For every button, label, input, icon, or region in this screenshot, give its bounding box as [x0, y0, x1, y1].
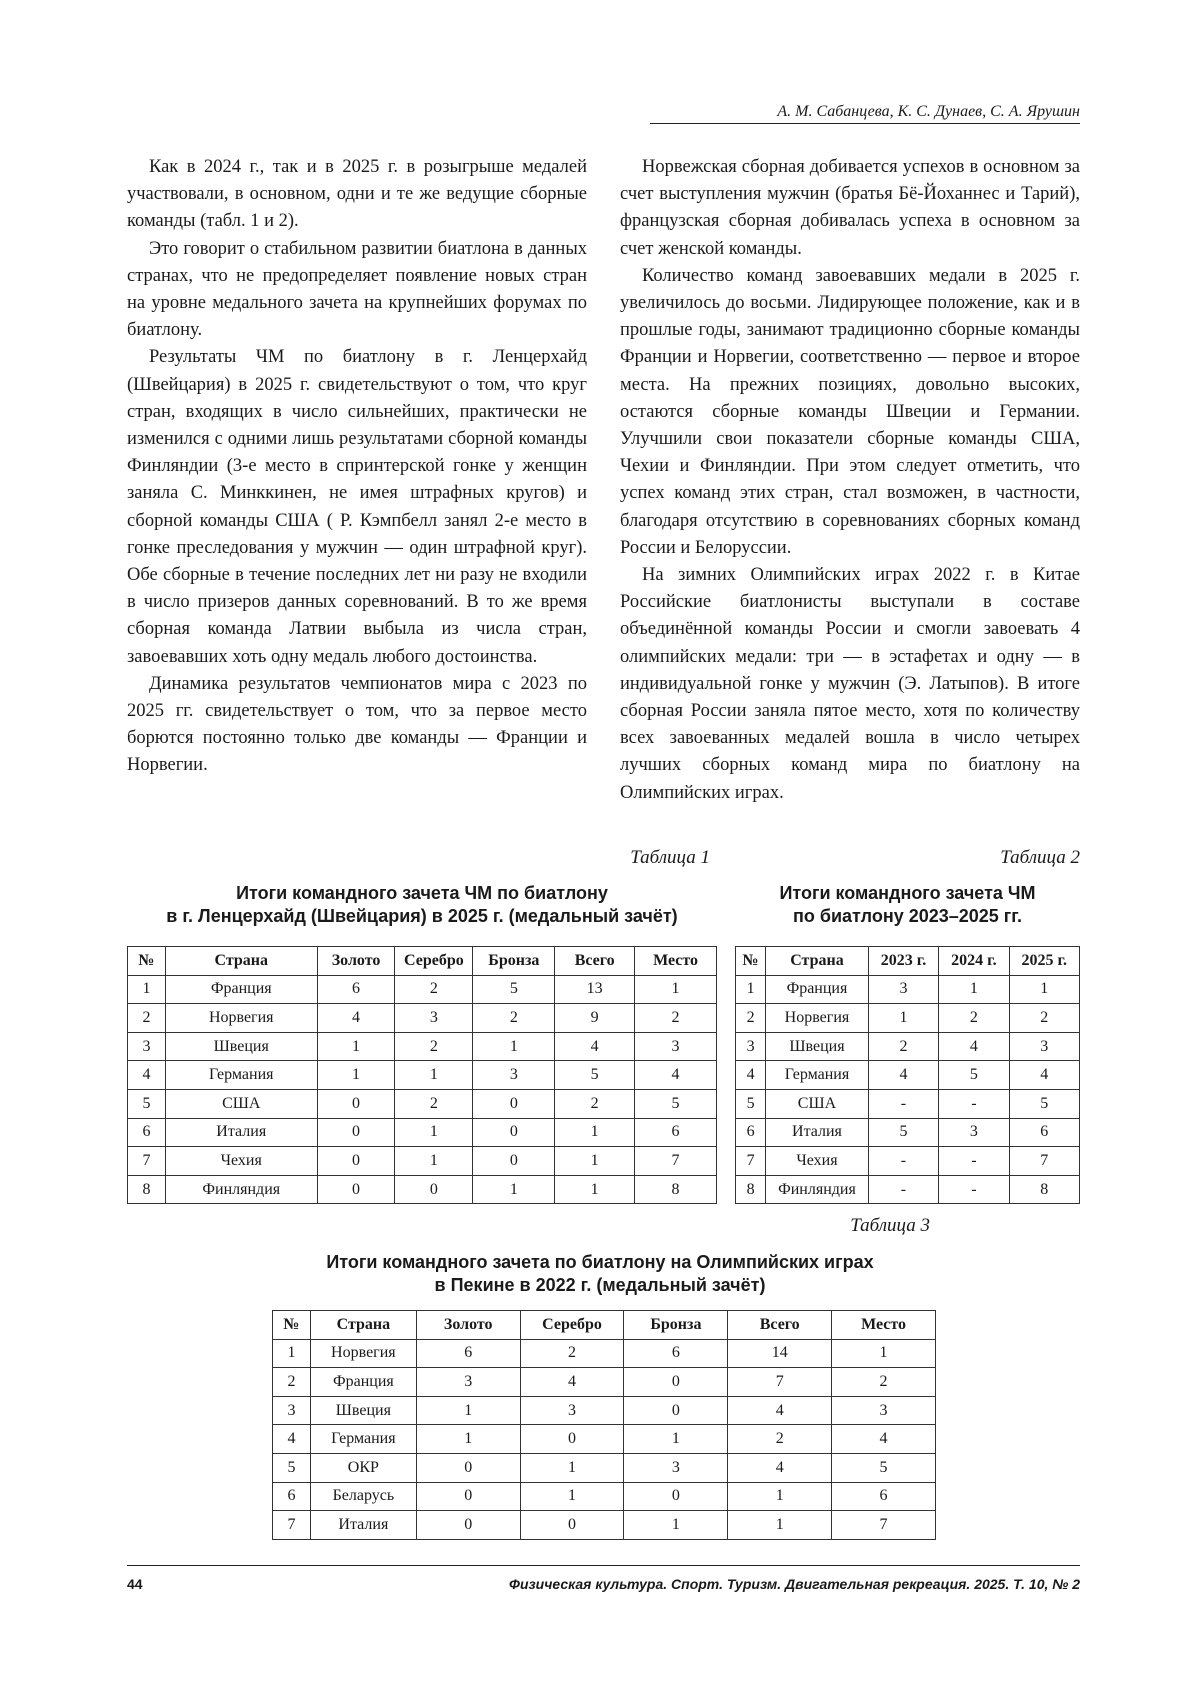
table-cell: 0	[624, 1482, 728, 1511]
table-cell: 0	[473, 1089, 555, 1118]
table-row	[736, 1175, 1080, 1204]
table-cell: 4	[635, 1061, 717, 1090]
table-cell: 3	[624, 1453, 728, 1482]
column-header: №	[736, 947, 766, 976]
table-cell: 1	[128, 975, 166, 1004]
table-cell: 5	[832, 1453, 936, 1482]
footer-divider	[127, 1565, 1080, 1566]
table-cell: 6	[736, 1118, 766, 1147]
table-cell: 2	[395, 1032, 473, 1061]
table-cell: Франция	[310, 1368, 416, 1397]
column-header: №	[273, 1311, 311, 1340]
table-cell: -	[868, 1089, 938, 1118]
table-cell: 0	[317, 1147, 395, 1176]
table-cell: 3	[395, 1004, 473, 1033]
table-cell: 5	[635, 1089, 717, 1118]
table-cell: 1	[555, 1147, 635, 1176]
table-cell: 5	[1009, 1089, 1079, 1118]
table-row	[736, 1004, 1080, 1033]
table1-title-line1: Итоги командного зачета ЧМ по биатлону	[236, 883, 608, 903]
page-number: 44	[127, 1576, 143, 1592]
table2-header-row	[736, 947, 1080, 976]
table-cell: 6	[128, 1118, 166, 1147]
right-text-column	[620, 154, 1080, 807]
table-cell: Чехия	[766, 1147, 869, 1176]
table-cell: 3	[635, 1032, 717, 1061]
table-cell: 1	[736, 975, 766, 1004]
table-row	[128, 1061, 717, 1090]
table-cell: 5	[473, 975, 555, 1004]
table-row	[273, 1511, 936, 1540]
column-header: Серебро	[395, 947, 473, 976]
table-cell: 8	[736, 1175, 766, 1204]
table-cell: 4	[520, 1368, 624, 1397]
table-cell: 4	[1009, 1061, 1079, 1090]
table-cell: 6	[624, 1339, 728, 1368]
table-row	[273, 1368, 936, 1397]
table-cell: 1	[832, 1339, 936, 1368]
table2-title-line1: Итоги командного зачета ЧМ	[779, 883, 1036, 903]
table-cell: 0	[416, 1511, 520, 1540]
table-cell: 6	[635, 1118, 717, 1147]
table1-title-line2: в г. Ленцерхайд (Швейцария) в 2025 г. (медальный зачёт)	[166, 906, 678, 926]
table-cell: 1	[624, 1511, 728, 1540]
journal-title: Физическая культура. Спорт. Туризм. Двигательная рекреация. 2025. Т. 10, № 2	[509, 1576, 1080, 1592]
table-cell: 7	[273, 1511, 311, 1540]
table2-caption: Таблица 2	[1000, 847, 1080, 868]
column-header: Серебро	[520, 1311, 624, 1340]
table-cell: 1	[317, 1061, 395, 1090]
table-cell: 1	[555, 1118, 635, 1147]
table3-header-row	[273, 1311, 936, 1340]
table-cell: Швеция	[310, 1396, 416, 1425]
table3-caption: Таблица 3	[850, 1215, 930, 1236]
table-cell: Италия	[766, 1118, 869, 1147]
column-header: Страна	[310, 1311, 416, 1340]
table-cell: 1	[395, 1061, 473, 1090]
table3-title-line2: в Пекине в 2022 г. (медальный зачёт)	[434, 1275, 766, 1295]
table-cell: 2	[868, 1032, 938, 1061]
table-cell: Финляндия	[165, 1175, 317, 1204]
table-cell: 2	[736, 1004, 766, 1033]
table-row	[128, 975, 717, 1004]
table-cell: 3	[520, 1396, 624, 1425]
table3-title-line1: Итоги командного зачета по биатлону на Олимпийских играх	[326, 1252, 874, 1272]
table-cell: 7	[1009, 1147, 1079, 1176]
table-cell: Финляндия	[766, 1175, 869, 1204]
table-cell: 4	[728, 1396, 832, 1425]
table1-title	[127, 882, 717, 928]
table-cell: 3	[736, 1032, 766, 1061]
table-cell: 2	[395, 975, 473, 1004]
table-cell: 7	[128, 1147, 166, 1176]
table-cell: 6	[273, 1482, 311, 1511]
table-cell: 0	[317, 1089, 395, 1118]
table-cell: 5	[939, 1061, 1009, 1090]
table-cell: 1	[868, 1004, 938, 1033]
table-cell: 0	[624, 1396, 728, 1425]
column-header: Всего	[728, 1311, 832, 1340]
table-cell: 6	[317, 975, 395, 1004]
column-header: 2023 г.	[868, 947, 938, 976]
table-row	[736, 1089, 1080, 1118]
table-row	[128, 1118, 717, 1147]
table-cell: 3	[473, 1061, 555, 1090]
table-cell: 6	[416, 1339, 520, 1368]
table1-header-row	[128, 947, 717, 976]
table-cell: 3	[939, 1118, 1009, 1147]
table1	[127, 946, 717, 1204]
table-cell: Германия	[766, 1061, 869, 1090]
table2	[735, 946, 1080, 1204]
table-cell: 2	[273, 1368, 311, 1397]
table-cell: 1	[520, 1453, 624, 1482]
table-cell: 4	[939, 1032, 1009, 1061]
table-cell: 3	[832, 1396, 936, 1425]
table-cell: -	[939, 1175, 1009, 1204]
table-cell: 13	[555, 975, 635, 1004]
paragraph: Результаты ЧМ по биатлону в г. Ленцерхайд (Швейцария) в 2025 г. свидетельствуют о том, что круг стран, входящих в число сильнейших, практически не изменился с одними лишь результатами сборной команды Финляндии (3-е место в спринтерской гонке у женщин заняла С. Минккинен, не имея штрафных кругов) и сборной команды США ( Р. Кэмпбелл занял 2-е место в гонке преследования у мужчин — один штрафной круг). Обе сборные в течение последних лет ни разу не входили в число призеров данных соревнований. В то же время сборная команда Латвии выбыла из числа стран, завоевавших хоть одну медаль любого достоинства.	[127, 347, 587, 667]
table-cell: 1	[635, 975, 717, 1004]
table-cell: 4	[868, 1061, 938, 1090]
column-header: 2024 г.	[939, 947, 1009, 976]
column-header: №	[128, 947, 166, 976]
table-cell: 2	[635, 1004, 717, 1033]
table-cell: 5	[555, 1061, 635, 1090]
table-cell: 0	[317, 1175, 395, 1204]
table-cell: Норвегия	[165, 1004, 317, 1033]
table-cell: 0	[416, 1453, 520, 1482]
table-cell: 2	[832, 1368, 936, 1397]
table-cell: 3	[1009, 1032, 1079, 1061]
table-cell: 0	[395, 1175, 473, 1204]
table-cell: США	[766, 1089, 869, 1118]
table-cell: 5	[868, 1118, 938, 1147]
table-cell: 9	[555, 1004, 635, 1033]
table-cell: 1	[395, 1147, 473, 1176]
column-header: Бронза	[473, 947, 555, 976]
table-row	[273, 1453, 936, 1482]
table-cell: 2	[728, 1425, 832, 1454]
paragraph: Количество команд завоевавших медали в 2025 г. увеличилось до восьми. Лидирующее положение, как и в прошлые годы, занимают традиционно сборные команды Франции и Норвегии, соответственно — первое и второе места. На прежних позициях, довольно высоких, остаются сборные команды Швеции и Германии. Улучшили свои показатели сборные команды США, Чехии и Финляндии. При этом следует отметить, что успех команд этих стран, стал возможен, в частности, благодаря отсутствию в соревнованиях сборных команд России и Белоруссии.	[620, 265, 1080, 558]
table-cell: ОКР	[310, 1453, 416, 1482]
table-cell: Швеция	[766, 1032, 869, 1061]
running-head-authors: А. М. Сабанцева, К. С. Дунаев, С. А. Ярушин	[650, 103, 1080, 124]
table-row	[128, 1004, 717, 1033]
table-cell: Норвегия	[766, 1004, 869, 1033]
table-cell: 1	[728, 1511, 832, 1540]
table-cell: 1	[1009, 975, 1079, 1004]
table-row	[128, 1032, 717, 1061]
column-header: Страна	[766, 947, 869, 976]
table-cell: Италия	[165, 1118, 317, 1147]
table-cell: 4	[832, 1425, 936, 1454]
paragraph: Динамика результатов чемпионатов мира с 2023 по 2025 гг. свидетельствует о том, что за первое место борются постоянно только две команды — Франции и Норвегии.	[127, 673, 587, 776]
column-header: Страна	[165, 947, 317, 976]
table-row	[273, 1339, 936, 1368]
table-cell: Чехия	[165, 1147, 317, 1176]
table-cell: Норвегия	[310, 1339, 416, 1368]
table-cell: -	[868, 1175, 938, 1204]
table-cell: 6	[832, 1482, 936, 1511]
table-cell: 3	[273, 1396, 311, 1425]
table-cell: 5	[128, 1089, 166, 1118]
table-cell: 2	[939, 1004, 1009, 1033]
table-row	[128, 1089, 717, 1118]
table-row	[736, 1147, 1080, 1176]
table-cell: 4	[317, 1004, 395, 1033]
table-cell: Беларусь	[310, 1482, 416, 1511]
table-cell: 5	[273, 1453, 311, 1482]
table-row	[736, 1061, 1080, 1090]
table3	[272, 1310, 936, 1540]
table-row	[736, 1032, 1080, 1061]
table-cell: 0	[416, 1482, 520, 1511]
table-cell: 1	[473, 1032, 555, 1061]
table-cell: 4	[128, 1061, 166, 1090]
left-text-column	[127, 154, 587, 780]
table-cell: Франция	[165, 975, 317, 1004]
table-cell: -	[939, 1147, 1009, 1176]
table-cell: Германия	[310, 1425, 416, 1454]
table-cell: 2	[555, 1089, 635, 1118]
table-cell: 0	[473, 1147, 555, 1176]
table-row	[736, 975, 1080, 1004]
table-cell: 7	[832, 1511, 936, 1540]
table-cell: 3	[416, 1368, 520, 1397]
column-header: 2025 г.	[1009, 947, 1079, 976]
table-cell: 2	[473, 1004, 555, 1033]
column-header: Место	[635, 947, 717, 976]
table3-title	[250, 1251, 950, 1297]
table-cell: Франция	[766, 975, 869, 1004]
table-row	[736, 1118, 1080, 1147]
table-cell: 4	[736, 1061, 766, 1090]
table-cell: 3	[868, 975, 938, 1004]
column-header: Бронза	[624, 1311, 728, 1340]
table-cell: Швеция	[165, 1032, 317, 1061]
column-header: Золото	[317, 947, 395, 976]
table-cell: -	[939, 1089, 1009, 1118]
table-cell: 7	[736, 1147, 766, 1176]
table-cell: 1	[416, 1425, 520, 1454]
table-cell: Италия	[310, 1511, 416, 1540]
table2-title	[735, 882, 1080, 928]
table-cell: 4	[555, 1032, 635, 1061]
table-row	[273, 1396, 936, 1425]
table-cell: Германия	[165, 1061, 317, 1090]
table-cell: 1	[555, 1175, 635, 1204]
table-cell: США	[165, 1089, 317, 1118]
paragraph: Как в 2024 г., так и в 2025 г. в розыгрыше медалей участвовали, в основном, одни и те же ведущие сборные команды (табл. 1 и 2).	[127, 157, 587, 232]
table-cell: 8	[1009, 1175, 1079, 1204]
paragraph: Норвежская сборная добивается успехов в основном за счет выступления мужчин (братья Бё-Йоханнес и Тарий), французская сборная добивалась успеха в основном за счет женской команды.	[620, 157, 1080, 259]
table-cell: 8	[128, 1175, 166, 1204]
table-cell: 1	[520, 1482, 624, 1511]
table-cell: 1	[395, 1118, 473, 1147]
table-cell: 1	[416, 1396, 520, 1425]
table-cell: 1	[939, 975, 1009, 1004]
table-row	[128, 1147, 717, 1176]
table-cell: 6	[1009, 1118, 1079, 1147]
table-row	[273, 1482, 936, 1511]
table-cell: 3	[128, 1032, 166, 1061]
table-cell: 2	[128, 1004, 166, 1033]
table-cell: 7	[635, 1147, 717, 1176]
table-cell: 0	[317, 1118, 395, 1147]
table-cell: 1	[624, 1425, 728, 1454]
column-header: Золото	[416, 1311, 520, 1340]
table-row	[273, 1425, 936, 1454]
column-header: Место	[832, 1311, 936, 1340]
table-cell: 1	[273, 1339, 311, 1368]
table-cell: 1	[728, 1482, 832, 1511]
table-cell: 2	[520, 1339, 624, 1368]
table-cell: 2	[395, 1089, 473, 1118]
column-header: Всего	[555, 947, 635, 976]
table-cell: 0	[624, 1368, 728, 1397]
paragraph: На зимних Олимпийских играх 2022 г. в Китае Российские биатлонисты выступали в составе объединённой команды России и смогли завоевать 4 олимпийских медали: три — в эстафетах и одну — в индивидуальной гонке у мужчин (Э. Латыпов). В итоге сборная России заняла пятое место, хотя по количеству всех завоеванных медалей вошла в число четырех лучших сборных команд мира по биатлону на Олимпийских играх.	[620, 565, 1080, 803]
table-cell: 0	[473, 1118, 555, 1147]
table-cell: 1	[317, 1032, 395, 1061]
table-cell: 7	[728, 1368, 832, 1397]
table-cell: 0	[520, 1425, 624, 1454]
table-cell: 8	[635, 1175, 717, 1204]
table-cell: 5	[736, 1089, 766, 1118]
table-cell: -	[868, 1147, 938, 1176]
table-cell: 1	[473, 1175, 555, 1204]
table-cell: 4	[273, 1425, 311, 1454]
table1-caption: Таблица 1	[630, 847, 710, 868]
table-cell: 4	[728, 1453, 832, 1482]
table-cell: 14	[728, 1339, 832, 1368]
paragraph: Это говорит о стабильном развитии биатлона в данных странах, что не предопределяет появление новых стран на уровне медального зачета на крупнейших форумах по биатлону.	[127, 238, 587, 341]
table-row	[128, 1175, 717, 1204]
table-cell: 2	[1009, 1004, 1079, 1033]
table-cell: 0	[520, 1511, 624, 1540]
table2-title-line2: по биатлону 2023–2025 гг.	[792, 906, 1022, 926]
